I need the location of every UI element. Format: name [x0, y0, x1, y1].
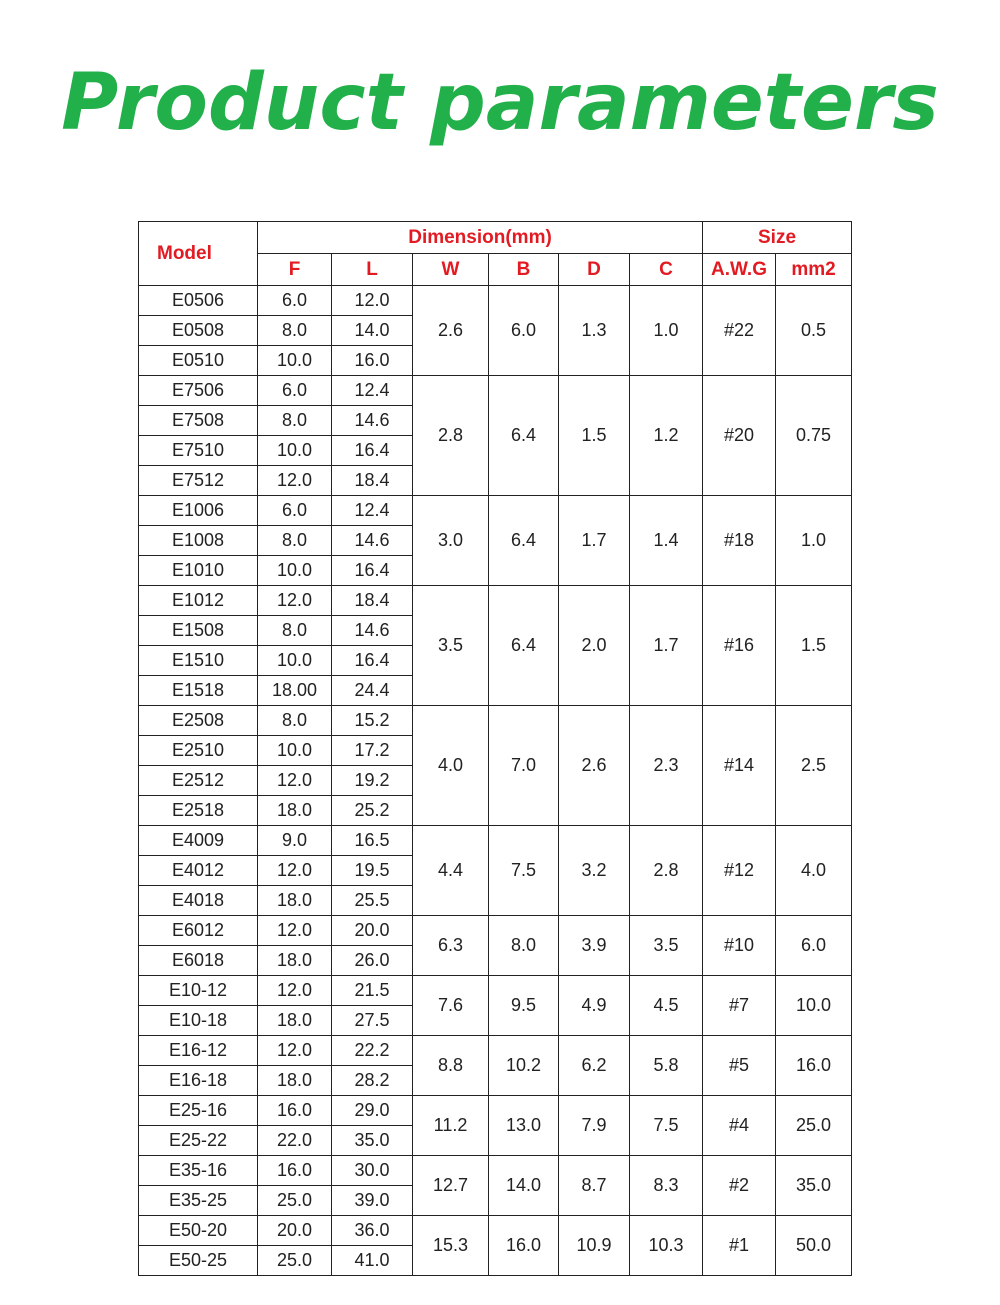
header-size: Size: [703, 222, 852, 254]
cell-d: 6.2: [559, 1036, 630, 1096]
cell-f: 12.0: [258, 1036, 332, 1066]
cell-l: 14.6: [332, 406, 413, 436]
cell-f: 22.0: [258, 1126, 332, 1156]
cell-model: E0508: [139, 316, 258, 346]
cell-awg: #18: [703, 496, 776, 586]
cell-w: 6.3: [413, 916, 489, 976]
table-row: [139, 976, 852, 1006]
cell-model: E1508: [139, 616, 258, 646]
cell-f: 8.0: [258, 706, 332, 736]
cell-f: 10.0: [258, 646, 332, 676]
cell-w: 12.7: [413, 1156, 489, 1216]
cell-w: 15.3: [413, 1216, 489, 1276]
cell-f: 16.0: [258, 1096, 332, 1126]
cell-model: E4012: [139, 856, 258, 886]
cell-f: 12.0: [258, 976, 332, 1006]
cell-f: 18.0: [258, 886, 332, 916]
cell-l: 36.0: [332, 1216, 413, 1246]
page-title: Product parameters: [61, 58, 939, 148]
cell-model: E35-25: [139, 1186, 258, 1216]
cell-model: E35-16: [139, 1156, 258, 1186]
cell-b: 9.5: [489, 976, 559, 1036]
cell-mm2: 35.0: [776, 1156, 852, 1216]
cell-f: 25.0: [258, 1186, 332, 1216]
cell-model: E1006: [139, 496, 258, 526]
cell-l: 41.0: [332, 1246, 413, 1276]
table-row: [139, 1156, 852, 1186]
cell-l: 18.4: [332, 586, 413, 616]
cell-model: E4018: [139, 886, 258, 916]
cell-model: E10-12: [139, 976, 258, 1006]
cell-c: 8.3: [630, 1156, 703, 1216]
cell-f: 12.0: [258, 466, 332, 496]
cell-f: 18.0: [258, 1066, 332, 1096]
cell-w: 7.6: [413, 976, 489, 1036]
cell-mm2: 16.0: [776, 1036, 852, 1096]
cell-w: 8.8: [413, 1036, 489, 1096]
cell-f: 12.0: [258, 586, 332, 616]
table-row: [139, 1096, 852, 1126]
cell-model: E0510: [139, 346, 258, 376]
header-b: B: [489, 254, 559, 286]
cell-d: 7.9: [559, 1096, 630, 1156]
cell-w: 11.2: [413, 1096, 489, 1156]
header-model: Model: [139, 222, 258, 286]
cell-awg: #4: [703, 1096, 776, 1156]
cell-f: 18.00: [258, 676, 332, 706]
cell-w: 3.0: [413, 496, 489, 586]
cell-model: E25-22: [139, 1126, 258, 1156]
header-row-1: [139, 222, 852, 254]
cell-model: E16-18: [139, 1066, 258, 1096]
cell-c: 1.4: [630, 496, 703, 586]
cell-l: 14.6: [332, 616, 413, 646]
cell-awg: #22: [703, 286, 776, 376]
cell-f: 6.0: [258, 376, 332, 406]
cell-l: 30.0: [332, 1156, 413, 1186]
cell-model: E1510: [139, 646, 258, 676]
cell-f: 12.0: [258, 766, 332, 796]
cell-f: 18.0: [258, 796, 332, 826]
cell-b: 8.0: [489, 916, 559, 976]
cell-b: 6.4: [489, 586, 559, 706]
cell-l: 27.5: [332, 1006, 413, 1036]
cell-model: E6012: [139, 916, 258, 946]
cell-f: 8.0: [258, 616, 332, 646]
cell-awg: #1: [703, 1216, 776, 1276]
cell-model: E7512: [139, 466, 258, 496]
cell-w: 2.8: [413, 376, 489, 496]
cell-b: 6.4: [489, 496, 559, 586]
cell-f: 20.0: [258, 1216, 332, 1246]
cell-b: 7.5: [489, 826, 559, 916]
cell-b: 6.0: [489, 286, 559, 376]
cell-model: E4009: [139, 826, 258, 856]
cell-d: 3.2: [559, 826, 630, 916]
cell-b: 10.2: [489, 1036, 559, 1096]
cell-c: 5.8: [630, 1036, 703, 1096]
cell-model: E7510: [139, 436, 258, 466]
cell-f: 6.0: [258, 286, 332, 316]
cell-model: E2518: [139, 796, 258, 826]
cell-l: 12.0: [332, 286, 413, 316]
cell-c: 2.3: [630, 706, 703, 826]
cell-mm2: 1.0: [776, 496, 852, 586]
cell-awg: #7: [703, 976, 776, 1036]
cell-mm2: 2.5: [776, 706, 852, 826]
cell-model: E1010: [139, 556, 258, 586]
cell-f: 10.0: [258, 736, 332, 766]
cell-f: 25.0: [258, 1246, 332, 1276]
cell-awg: #2: [703, 1156, 776, 1216]
cell-l: 22.2: [332, 1036, 413, 1066]
cell-b: 16.0: [489, 1216, 559, 1276]
table-row: [139, 916, 852, 946]
header-l: L: [332, 254, 413, 286]
cell-f: 18.0: [258, 1006, 332, 1036]
cell-b: 7.0: [489, 706, 559, 826]
cell-d: 10.9: [559, 1216, 630, 1276]
cell-l: 25.5: [332, 886, 413, 916]
cell-f: 10.0: [258, 346, 332, 376]
cell-l: 17.2: [332, 736, 413, 766]
header-f: F: [258, 254, 332, 286]
cell-d: 2.6: [559, 706, 630, 826]
cell-l: 25.2: [332, 796, 413, 826]
cell-model: E2512: [139, 766, 258, 796]
cell-c: 3.5: [630, 916, 703, 976]
cell-l: 16.5: [332, 826, 413, 856]
cell-model: E6018: [139, 946, 258, 976]
cell-l: 35.0: [332, 1126, 413, 1156]
table-row: [139, 376, 852, 406]
cell-b: 13.0: [489, 1096, 559, 1156]
cell-l: 21.5: [332, 976, 413, 1006]
cell-w: 2.6: [413, 286, 489, 376]
table-row: [139, 1216, 852, 1246]
cell-c: 1.0: [630, 286, 703, 376]
cell-model: E50-25: [139, 1246, 258, 1276]
cell-l: 14.6: [332, 526, 413, 556]
cell-c: 1.2: [630, 376, 703, 496]
cell-model: E7508: [139, 406, 258, 436]
cell-c: 1.7: [630, 586, 703, 706]
cell-f: 10.0: [258, 556, 332, 586]
cell-d: 2.0: [559, 586, 630, 706]
cell-b: 14.0: [489, 1156, 559, 1216]
cell-f: 8.0: [258, 406, 332, 436]
cell-d: 3.9: [559, 916, 630, 976]
cell-w: 4.4: [413, 826, 489, 916]
cell-model: E7506: [139, 376, 258, 406]
cell-l: 19.5: [332, 856, 413, 886]
cell-d: 1.7: [559, 496, 630, 586]
cell-l: 12.4: [332, 496, 413, 526]
header-d: D: [559, 254, 630, 286]
cell-f: 12.0: [258, 856, 332, 886]
cell-mm2: 0.75: [776, 376, 852, 496]
product-parameters-table: [138, 221, 852, 1276]
table-row: [139, 1036, 852, 1066]
cell-w: 3.5: [413, 586, 489, 706]
cell-f: 8.0: [258, 526, 332, 556]
cell-model: E0506: [139, 286, 258, 316]
cell-l: 16.4: [332, 436, 413, 466]
header-awg: A.W.G: [703, 254, 776, 286]
cell-awg: #10: [703, 916, 776, 976]
cell-l: 24.4: [332, 676, 413, 706]
cell-f: 10.0: [258, 436, 332, 466]
cell-mm2: 25.0: [776, 1096, 852, 1156]
cell-l: 15.2: [332, 706, 413, 736]
cell-model: E1012: [139, 586, 258, 616]
cell-l: 16.0: [332, 346, 413, 376]
table-row: [139, 706, 852, 736]
cell-f: 16.0: [258, 1156, 332, 1186]
cell-l: 16.4: [332, 646, 413, 676]
cell-f: 12.0: [258, 916, 332, 946]
cell-model: E16-12: [139, 1036, 258, 1066]
cell-model: E50-20: [139, 1216, 258, 1246]
cell-model: E10-18: [139, 1006, 258, 1036]
cell-model: E2510: [139, 736, 258, 766]
cell-mm2: 6.0: [776, 916, 852, 976]
cell-awg: #14: [703, 706, 776, 826]
table-row: [139, 496, 852, 526]
header-dimension: Dimension(mm): [258, 222, 703, 254]
cell-c: 10.3: [630, 1216, 703, 1276]
cell-awg: #12: [703, 826, 776, 916]
cell-awg: #16: [703, 586, 776, 706]
cell-l: 12.4: [332, 376, 413, 406]
cell-l: 18.4: [332, 466, 413, 496]
cell-d: 8.7: [559, 1156, 630, 1216]
cell-mm2: 4.0: [776, 826, 852, 916]
cell-d: 1.5: [559, 376, 630, 496]
cell-l: 19.2: [332, 766, 413, 796]
header-mm2: mm2: [776, 254, 852, 286]
cell-mm2: 10.0: [776, 976, 852, 1036]
cell-model: E2508: [139, 706, 258, 736]
cell-l: 14.0: [332, 316, 413, 346]
cell-awg: #5: [703, 1036, 776, 1096]
cell-f: 18.0: [258, 946, 332, 976]
cell-f: 6.0: [258, 496, 332, 526]
header-w: W: [413, 254, 489, 286]
cell-c: 4.5: [630, 976, 703, 1036]
table-row: [139, 286, 852, 316]
cell-w: 4.0: [413, 706, 489, 826]
cell-l: 39.0: [332, 1186, 413, 1216]
header-c: C: [630, 254, 703, 286]
cell-d: 1.3: [559, 286, 630, 376]
cell-l: 20.0: [332, 916, 413, 946]
cell-c: 7.5: [630, 1096, 703, 1156]
cell-awg: #20: [703, 376, 776, 496]
cell-b: 6.4: [489, 376, 559, 496]
cell-mm2: 1.5: [776, 586, 852, 706]
cell-f: 8.0: [258, 316, 332, 346]
cell-c: 2.8: [630, 826, 703, 916]
table-body: [139, 286, 852, 1276]
cell-model: E1008: [139, 526, 258, 556]
cell-f: 9.0: [258, 826, 332, 856]
cell-d: 4.9: [559, 976, 630, 1036]
cell-mm2: 0.5: [776, 286, 852, 376]
cell-model: E1518: [139, 676, 258, 706]
cell-model: E25-16: [139, 1096, 258, 1126]
cell-l: 26.0: [332, 946, 413, 976]
cell-mm2: 50.0: [776, 1216, 852, 1276]
table-row: [139, 586, 852, 616]
cell-l: 16.4: [332, 556, 413, 586]
cell-l: 28.2: [332, 1066, 413, 1096]
table-row: [139, 826, 852, 856]
cell-l: 29.0: [332, 1096, 413, 1126]
